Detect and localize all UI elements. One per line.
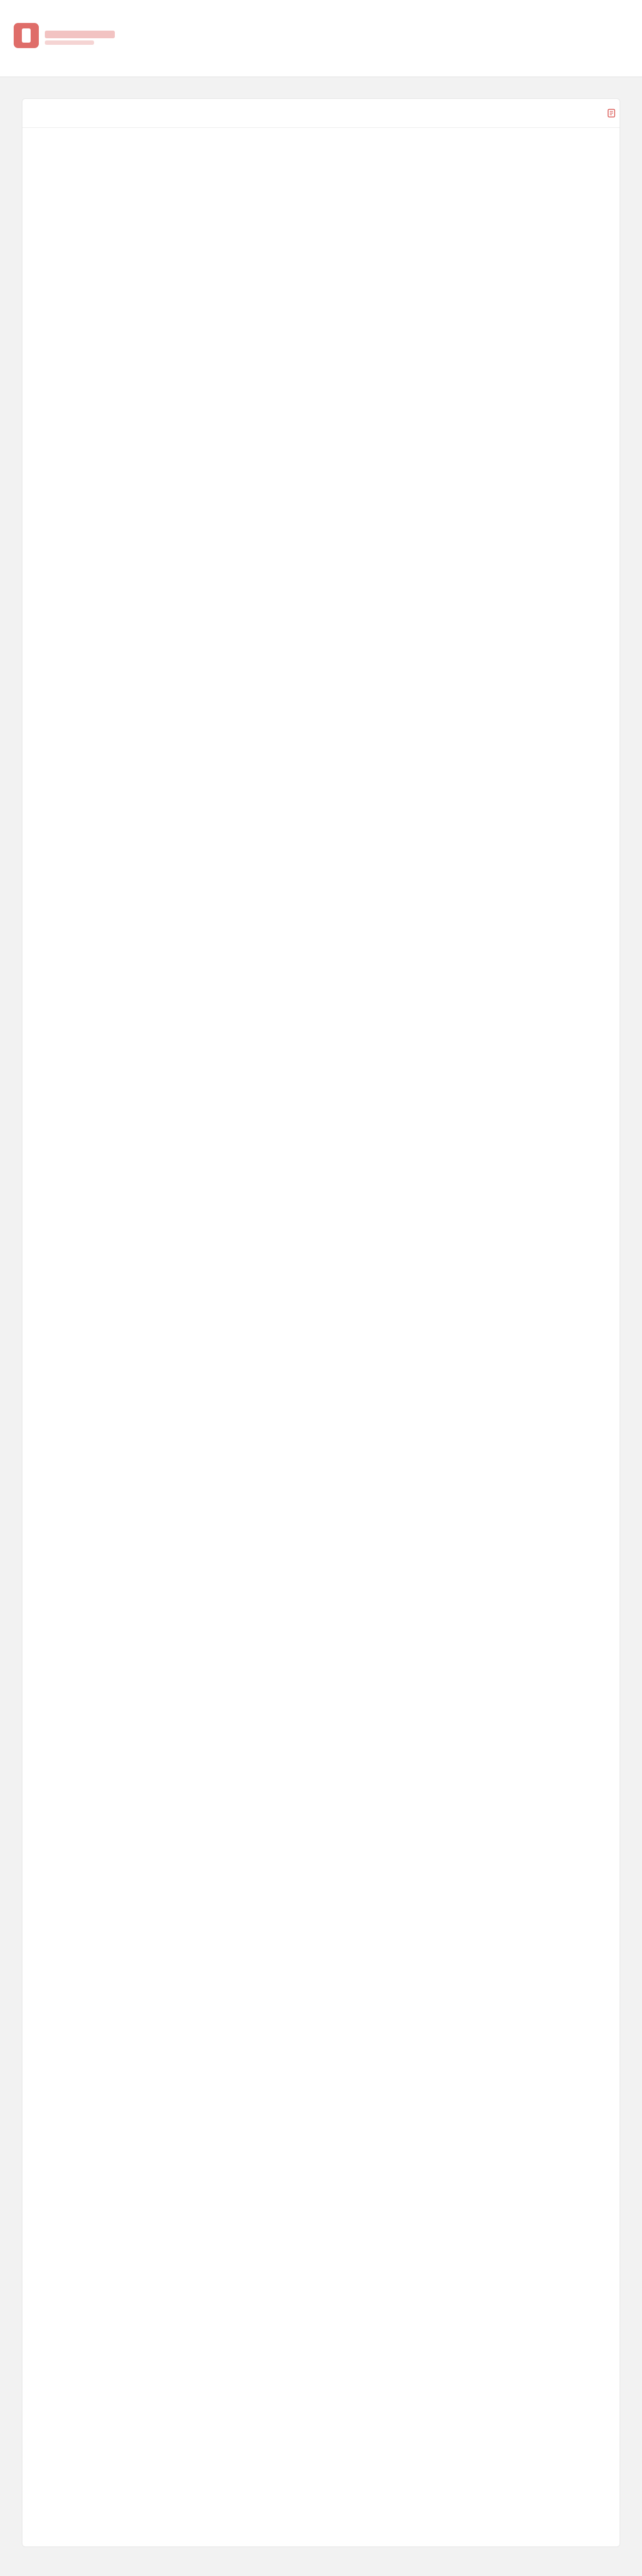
document-icon — [608, 109, 615, 118]
notice-card — [22, 98, 620, 2547]
valuation-heading — [39, 155, 603, 171]
watermark-logo — [11, 16, 120, 55]
card-header — [22, 99, 620, 128]
notice-body — [39, 143, 603, 2530]
subject-line — [126, 45, 626, 57]
notice-header — [0, 0, 642, 77]
sender-line — [126, 28, 626, 40]
